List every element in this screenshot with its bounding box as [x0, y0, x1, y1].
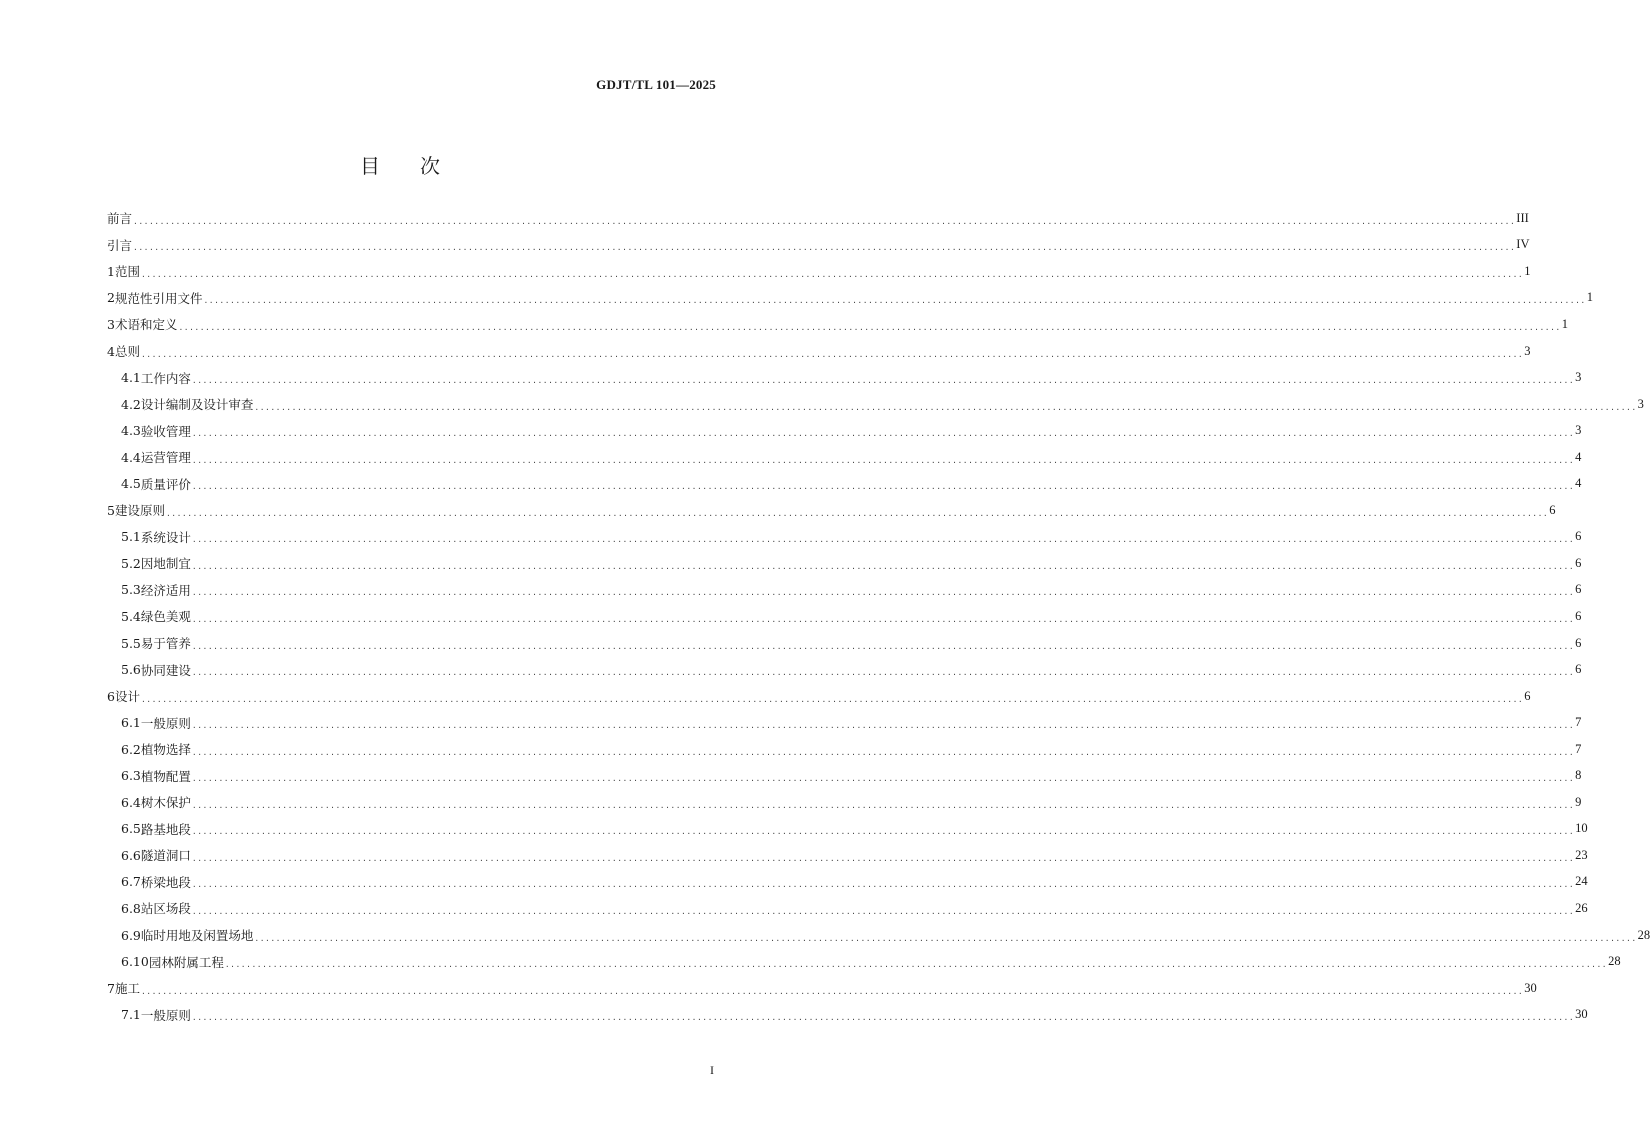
toc-entry[interactable]	[107, 417, 1582, 444]
toc-entry[interactable]	[107, 736, 1582, 763]
toc-entry-label: 经济适用	[140, 582, 191, 598]
toc-entry[interactable]	[107, 922, 1650, 949]
toc-entry-label: 易于管养	[140, 636, 191, 652]
toc-entry-label: 建设原则	[114, 503, 165, 519]
toc-entry-number: 6.10	[121, 954, 149, 970]
toc-entry-page: 28	[1637, 927, 1650, 942]
toc-entry-number: 5	[107, 502, 115, 518]
toc-entry-page: 6	[1549, 502, 1556, 517]
toc-dot-leader: ....................................................................................................................................................................................................................................................................	[191, 853, 1575, 863]
toc-entry[interactable]	[107, 338, 1531, 365]
toc-entry[interactable]	[107, 444, 1582, 471]
toc-dot-leader: ....................................................................................................................................................................................................................................................................	[191, 747, 1575, 757]
toc-entry-label: 施工	[114, 981, 140, 997]
toc-entry[interactable]	[107, 497, 1556, 524]
toc-entry-page: 3	[1575, 423, 1582, 438]
toc-entry-number: 6.6	[121, 847, 141, 863]
toc-entry-label: 一般原则	[140, 1007, 191, 1023]
toc-entry-number: 5.4	[121, 608, 141, 624]
toc-entry[interactable]	[107, 550, 1582, 577]
toc-entry-page: 1	[1524, 263, 1531, 278]
toc-entry-label: 路基地段	[140, 821, 191, 837]
toc-entry[interactable]	[107, 577, 1582, 604]
toc-title	[0, 150, 800, 179]
toc-entry-number: 5.3	[121, 582, 141, 598]
toc-entry-label: 一般原则	[140, 715, 191, 731]
toc-entry-page: 7	[1575, 741, 1582, 756]
toc-entry-number: 4.1	[121, 370, 141, 386]
toc-dot-leader: ....................................................................................................................................................................................................................................................................	[191, 1013, 1575, 1023]
toc-entry-page: 6	[1575, 555, 1582, 570]
toc-entry-label: 植物选择	[140, 742, 191, 758]
toc-entry[interactable]	[107, 205, 1529, 232]
toc-dot-leader: ....................................................................................................................................................................................................................................................................	[165, 508, 1549, 518]
toc-dot-leader: ....................................................................................................................................................................................................................................................................	[140, 349, 1524, 359]
toc-entry-page: 24	[1575, 874, 1588, 889]
toc-entry-number: 6.8	[121, 900, 141, 916]
toc-entry-label: 系统设计	[140, 529, 191, 545]
toc-entry-number: 5.5	[121, 635, 141, 651]
toc-entry-page: 3	[1575, 370, 1582, 385]
toc-entry-number: 5.2	[121, 555, 141, 571]
toc-title-char-2: 次	[420, 154, 440, 178]
toc-entry-label: 规范性引用文件	[114, 290, 203, 306]
toc-entry[interactable]	[107, 683, 1531, 710]
toc-dot-leader: ....................................................................................................................................................................................................................................................................	[191, 774, 1575, 784]
toc-entry-label: 质量评价	[140, 476, 191, 492]
toc-dot-leader: ....................................................................................................................................................................................................................................................................	[224, 960, 1608, 970]
toc-dot-leader: ....................................................................................................................................................................................................................................................................	[191, 429, 1575, 439]
toc-entry-number: 6	[107, 688, 115, 704]
toc-entry-page: 1	[1561, 316, 1568, 331]
toc-entry-label: 桥梁地段	[140, 874, 191, 890]
toc-entry-page: 1	[1586, 290, 1593, 305]
toc-entry-number: 6.4	[121, 794, 141, 810]
toc-entry-label: 隧道洞口	[140, 848, 191, 864]
toc-entry-number: 1	[107, 263, 115, 279]
toc-entry-label: 植物配置	[140, 768, 191, 784]
page-number: I	[710, 1063, 714, 1077]
toc-dot-leader: ....................................................................................................................................................................................................................................................................	[191, 721, 1575, 731]
toc-entry-label: 总则	[114, 344, 140, 359]
toc-dot-leader: ....................................................................................................................................................................................................................................................................	[191, 641, 1575, 651]
toc-dot-leader: ....................................................................................................................................................................................................................................................................	[254, 933, 1637, 943]
toc-entry-page: 30	[1524, 980, 1537, 995]
toc-entry-page: 4	[1575, 476, 1582, 491]
toc-entry-label: 术语和定义	[114, 317, 178, 333]
toc-entry-page: 30	[1575, 1007, 1588, 1022]
toc-entry-number: 6.2	[121, 741, 141, 757]
toc-entry-page: 8	[1575, 768, 1582, 783]
toc-entry-number: 4.2	[121, 396, 141, 412]
toc-entry[interactable]	[107, 1001, 1588, 1028]
toc-entry-number: 6.3	[121, 768, 141, 784]
toc-entry-number: 7.1	[121, 1007, 141, 1023]
toc-dot-leader: ....................................................................................................................................................................................................................................................................	[191, 376, 1575, 386]
toc-dot-leader: ....................................................................................................................................................................................................................................................................	[191, 455, 1575, 465]
toc-entry-number: 4.5	[121, 476, 141, 492]
toc-dot-leader: ....................................................................................................................................................................................................................................................................	[191, 614, 1575, 624]
toc-dot-leader: ....................................................................................................................................................................................................................................................................	[140, 986, 1524, 996]
toc-entry[interactable]	[107, 232, 1530, 259]
toc-dot-leader: ....................................................................................................................................................................................................................................................................	[140, 694, 1524, 704]
toc-dot-leader: ....................................................................................................................................................................................................................................................................	[191, 880, 1575, 890]
toc-entry-number: 4	[107, 343, 115, 359]
toc-entry-label: 因地制宜	[140, 556, 191, 572]
toc-entry-number: 6.9	[121, 927, 141, 943]
toc-dot-leader: ....................................................................................................................................................................................................................................................................	[191, 588, 1575, 598]
toc-entry-label: 引言	[107, 237, 133, 253]
toc-entry-page: 26	[1575, 900, 1588, 915]
toc-entry-number: 6.7	[121, 874, 141, 890]
toc-entry-page: 7	[1575, 715, 1582, 730]
toc-entry-page: 6	[1575, 582, 1582, 597]
toc-entry-page: 6	[1575, 529, 1582, 544]
toc-entry[interactable]	[107, 709, 1582, 736]
toc-entry-label: 设计	[114, 689, 140, 705]
toc-entry-label: 工作内容	[140, 370, 191, 386]
toc-entry-label: 范围	[114, 264, 140, 280]
toc-entry-number: 3	[107, 316, 115, 332]
toc-entry[interactable]	[107, 364, 1582, 391]
toc-entry[interactable]	[107, 603, 1582, 630]
toc-dot-leader: ....................................................................................................................................................................................................................................................................	[133, 216, 1516, 226]
toc-dot-leader: ....................................................................................................................................................................................................................................................................	[191, 482, 1575, 492]
toc-entry[interactable]	[107, 869, 1588, 896]
document-code: GDJT/TL 101—2025	[596, 77, 716, 92]
toc-entry-page: 3	[1524, 343, 1531, 358]
toc-entry-label: 设计编制及设计审查	[140, 397, 254, 413]
toc-entry-page: 6	[1575, 608, 1582, 623]
toc-dot-leader: ....................................................................................................................................................................................................................................................................	[178, 322, 1561, 332]
toc-entry-label: 绿色美观	[140, 609, 191, 625]
toc-entry-page: 6	[1575, 662, 1582, 677]
toc-entry-number: 7	[107, 980, 115, 996]
toc-dot-leader: ....................................................................................................................................................................................................................................................................	[191, 827, 1575, 837]
toc-entry-number: 4.3	[121, 423, 141, 439]
toc-entry-page: III	[1516, 210, 1529, 225]
toc-entry-page: 6	[1524, 688, 1531, 703]
toc-entry-page: IV	[1516, 237, 1530, 252]
toc-entry-page: 4	[1575, 449, 1582, 464]
toc-entry-label: 园林附属工程	[148, 954, 224, 970]
toc-entry[interactable]	[107, 524, 1582, 551]
toc-title-char-1: 目	[360, 154, 380, 178]
toc-dot-leader: ....................................................................................................................................................................................................................................................................	[191, 906, 1575, 916]
toc-dot-leader: ....................................................................................................................................................................................................................................................................	[140, 269, 1524, 279]
toc-entry-label: 临时用地及闲置场地	[140, 928, 254, 944]
toc-entry-page: 9	[1575, 794, 1582, 809]
toc-entry-number: 4.4	[121, 449, 141, 465]
toc-entry-page: 6	[1575, 635, 1582, 650]
toc-dot-leader: ....................................................................................................................................................................................................................................................................	[133, 243, 1516, 253]
toc-entry[interactable]	[107, 285, 1593, 312]
toc-dot-leader: ....................................................................................................................................................................................................................................................................	[191, 535, 1575, 545]
toc-entry-page: 10	[1575, 821, 1588, 836]
toc-dot-leader: ....................................................................................................................................................................................................................................................................	[191, 561, 1575, 571]
toc-entry-number: 5.6	[121, 662, 141, 678]
toc-entry[interactable]	[107, 895, 1588, 922]
toc-entry-label: 运营管理	[140, 450, 191, 466]
toc-entry[interactable]	[107, 975, 1537, 1002]
toc-entry-page: 28	[1608, 954, 1621, 969]
toc-entry[interactable]	[107, 656, 1582, 683]
toc-entry-number: 2	[107, 290, 115, 306]
toc-dot-leader: ....................................................................................................................................................................................................................................................................	[191, 668, 1575, 678]
toc-entry-label: 站区场段	[140, 901, 191, 917]
table-of-contents	[107, 205, 1650, 1028]
toc-entry[interactable]	[107, 762, 1582, 789]
toc-entry[interactable]	[107, 630, 1582, 657]
toc-entry-label: 树木保护	[140, 795, 191, 811]
toc-entry-page: 23	[1575, 847, 1588, 862]
toc-entry-number: 6.5	[121, 821, 141, 837]
toc-entry-label: 协同建设	[140, 662, 191, 678]
toc-entry[interactable]	[107, 258, 1531, 285]
toc-entry-page: 3	[1637, 396, 1644, 411]
toc-entry-label: 验收管理	[140, 423, 191, 439]
toc-entry[interactable]	[107, 311, 1568, 338]
toc-dot-leader: ....................................................................................................................................................................................................................................................................	[203, 296, 1586, 306]
toc-dot-leader: ....................................................................................................................................................................................................................................................................	[254, 402, 1637, 412]
toc-entry[interactable]	[107, 948, 1621, 975]
toc-entry-number: 5.1	[121, 529, 141, 545]
toc-entry-label: 前言	[107, 211, 133, 227]
toc-entry-number: 6.1	[121, 715, 141, 731]
toc-entry[interactable]	[107, 789, 1582, 816]
toc-entry[interactable]	[107, 842, 1588, 869]
toc-dot-leader: ....................................................................................................................................................................................................................................................................	[191, 800, 1575, 810]
toc-entry[interactable]	[107, 391, 1644, 418]
toc-entry[interactable]	[107, 470, 1582, 497]
toc-entry[interactable]	[107, 816, 1588, 843]
